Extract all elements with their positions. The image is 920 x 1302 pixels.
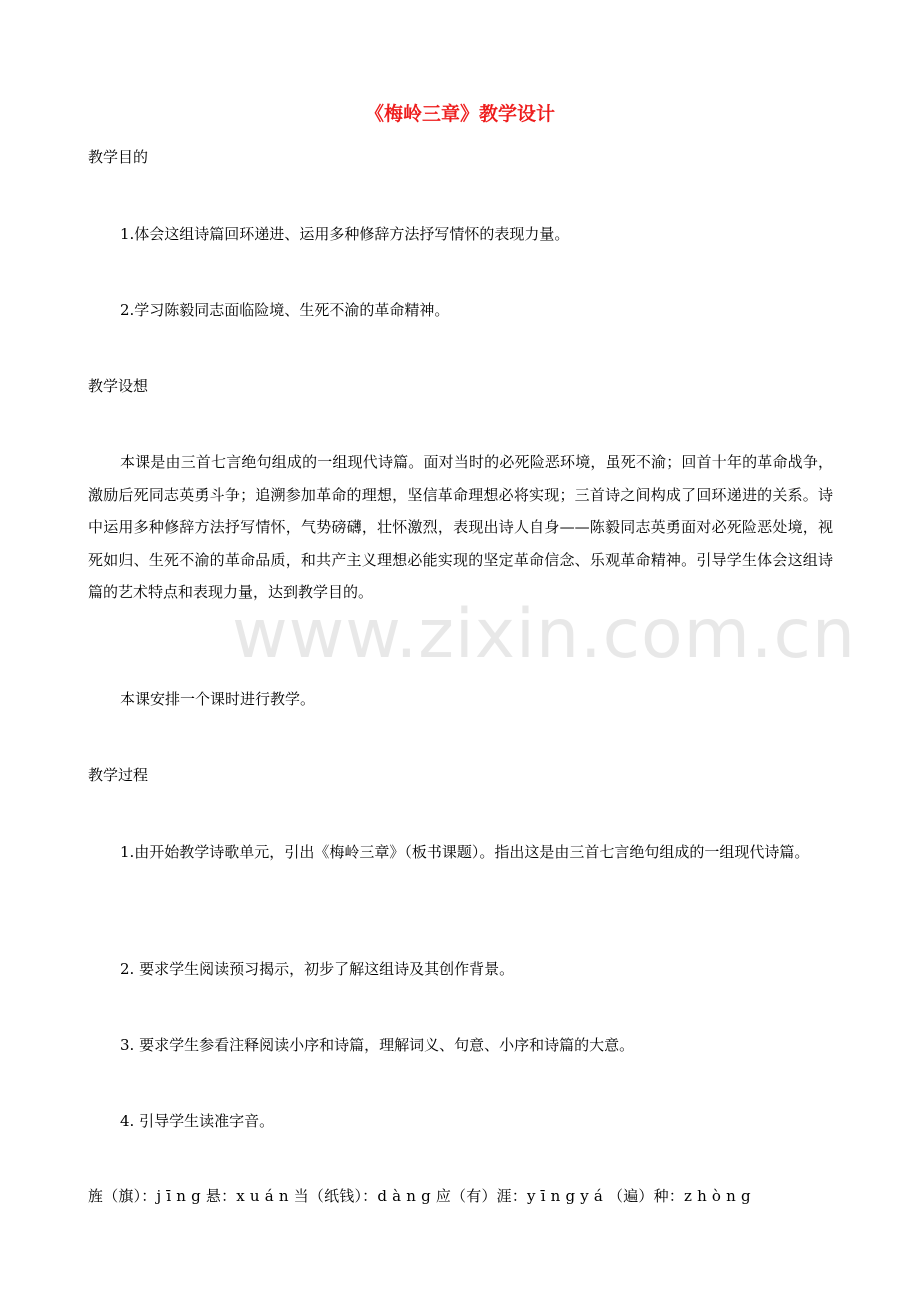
process-step-2: 2. 要求学生阅读预习揭示，初步了解这组诗及其创作背景。: [120, 960, 515, 978]
heading-concept: 教学设想: [88, 377, 149, 395]
pinyin-line: 旌（旗）：j ī n g 悬：x u á n 当（纸钱）：d à n g 应（有）涯：y ī n g y á （遍）种：z h ò n g: [88, 1187, 751, 1205]
watermark: www.zixin.com.cn: [232, 595, 856, 674]
heading-goals: 教学目的: [88, 148, 149, 166]
concept-paragraph: 本课是由三首七言绝句组成的一组现代诗篇。面对当时的必死险恶环境，虽死不渝；回首十年的革命战争，激励后死同志英勇斗争；追溯参加革命的理想，坚信革命理想必将实现；三首诗之间构成了回环递进的关系。诗中运用多种修辞方法抒写情怀，气势磅礴，壮怀激烈，表现出诗人自身——陈毅同志英勇面对必死险恶处境，视死如归、生死不渝的革命品质，和共产主义理想必能实现的坚定革命信念、乐观革命精神。引导学生体会这组诗篇的艺术特点和表现力量，达到教学目的。: [88, 453, 833, 601]
goal-item-1: 1.体会这组诗篇回环递进、运用多种修辞方法抒写情怀的表现力量。: [120, 225, 570, 243]
process-step-4: 4. 引导学生读准字音。: [120, 1112, 275, 1130]
process-step-3: 3. 要求学生参看注释阅读小序和诗篇，理解词义、句意、小序和诗篇的大意。: [120, 1036, 635, 1054]
document-title: 《梅岭三章》教学设计: [364, 103, 555, 125]
heading-process: 教学过程: [88, 766, 149, 784]
concept-note: 本课安排一个课时进行教学。: [120, 690, 316, 708]
goal-item-2: 2.学习陈毅同志面临险境、生死不渝的革命精神。: [120, 301, 450, 319]
process-step-1: 1.由开始教学诗歌单元，引出《梅岭三章》（板书课题）。指出这是由三首七言绝句组成的一组现代诗篇。: [120, 843, 810, 861]
